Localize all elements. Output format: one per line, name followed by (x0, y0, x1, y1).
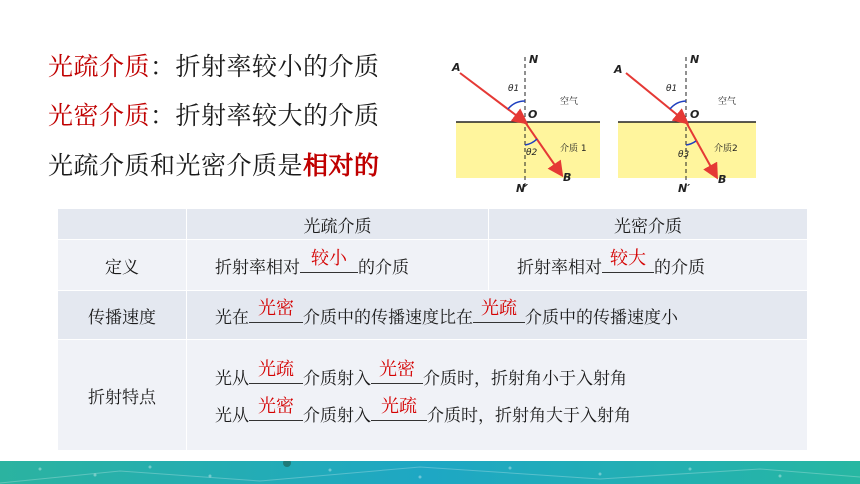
refraction-diagram-medium2 (612, 49, 760, 197)
definition-sparse-text: ：折射率较小的介质 (150, 52, 380, 81)
row-label-refraction: 折射特点 (58, 340, 187, 451)
answer-blank (249, 359, 303, 384)
relative-statement (48, 146, 380, 182)
header-sparse-medium: 光疏介质 (187, 209, 489, 240)
label-O: O (690, 108, 700, 121)
label-N: N (529, 53, 539, 66)
text-fragment: 介质中的传播速度比在 (303, 307, 473, 328)
text-fragment: 介质射入 (303, 406, 371, 426)
answer-text: 光疏 (381, 396, 417, 417)
row-label-speed: 传播速度 (58, 291, 187, 340)
label-air: 空气 (718, 97, 737, 107)
angle-theta1-arc (508, 101, 525, 109)
answer-text: 光密 (258, 297, 294, 319)
footer-pattern (0, 461, 860, 484)
label-A: A (614, 63, 623, 76)
label-N-prime: N′ (516, 182, 529, 195)
refraction-diagram-medium1 (448, 49, 603, 197)
text-fragment: 介质时，折射角大于入射角 (427, 406, 631, 426)
label-medium1: 介质 1 (560, 144, 587, 154)
relative-statement-prefix: 光疏介质和光密介质是 (48, 151, 304, 180)
row-label-definition: 定义 (58, 240, 187, 291)
table-row-definition (58, 240, 808, 291)
definition-dense-text: ：折射率较大的介质 (150, 101, 380, 130)
answer-blank (473, 297, 525, 323)
answer-blank (249, 297, 303, 323)
comparison-table (57, 208, 808, 451)
text-fragment: 的介质 (358, 257, 409, 278)
term-dense-medium: 光密介质 (48, 101, 151, 130)
label-O: O (528, 108, 538, 121)
label-B: B (718, 173, 727, 186)
definition-sparse-medium (48, 47, 380, 83)
answer-blank (371, 396, 427, 421)
text-fragment: 光在 (215, 307, 249, 328)
label-theta2: θ2 (526, 148, 538, 158)
speed-cell (187, 291, 808, 340)
table-row-refraction (58, 340, 808, 451)
text-fragment: 折射率相对 (215, 257, 300, 278)
answer-text: 光疏 (481, 297, 517, 319)
text-fragment: 光从 (215, 406, 249, 426)
label-air: 空气 (560, 97, 579, 107)
answer-text: 光密 (379, 359, 415, 380)
table-header-row (58, 209, 808, 240)
text-fragment: 光从 (215, 369, 249, 389)
definition-dense-medium (48, 96, 380, 132)
answer-text: 较小 (311, 247, 347, 269)
incident-ray (626, 73, 686, 122)
header-cell-empty (58, 209, 187, 240)
text-fragment: 介质时，折射角小于入射角 (423, 369, 627, 389)
definition-dense-cell (489, 240, 808, 291)
refraction-line-2 (215, 396, 807, 426)
label-B: B (563, 171, 572, 184)
refraction-cell (187, 340, 808, 451)
answer-blank (602, 247, 654, 273)
text-fragment: 介质射入 (303, 369, 371, 389)
table-row-speed (58, 291, 808, 340)
header-dense-medium: 光密介质 (489, 209, 808, 240)
answer-blank (371, 359, 423, 384)
incident-ray (460, 73, 525, 122)
term-sparse-medium: 光疏介质 (48, 52, 151, 81)
label-N-prime: N′ (678, 182, 691, 195)
text-fragment: 介质中的传播速度小 (525, 307, 678, 328)
refraction-line-1 (215, 359, 807, 389)
relative-statement-emphasis: 相对的 (303, 151, 380, 180)
text-fragment: 的介质 (654, 257, 705, 278)
label-theta3: θ3 (678, 150, 690, 160)
angle-theta1-arc (670, 101, 686, 109)
answer-text: 光密 (258, 396, 294, 417)
answer-blank (249, 396, 303, 421)
answer-blank (300, 247, 358, 273)
label-theta1: θ1 (508, 84, 520, 94)
label-N: N (690, 53, 700, 66)
text-fragment: 折射率相对 (517, 257, 602, 278)
label-A: A (452, 61, 461, 74)
answer-text: 光疏 (258, 359, 294, 380)
answer-text: 较大 (610, 247, 646, 269)
label-theta1: θ1 (666, 84, 678, 94)
definition-sparse-cell (187, 240, 489, 291)
footer-dot (283, 461, 291, 467)
label-medium2: 介质2 (714, 144, 738, 154)
